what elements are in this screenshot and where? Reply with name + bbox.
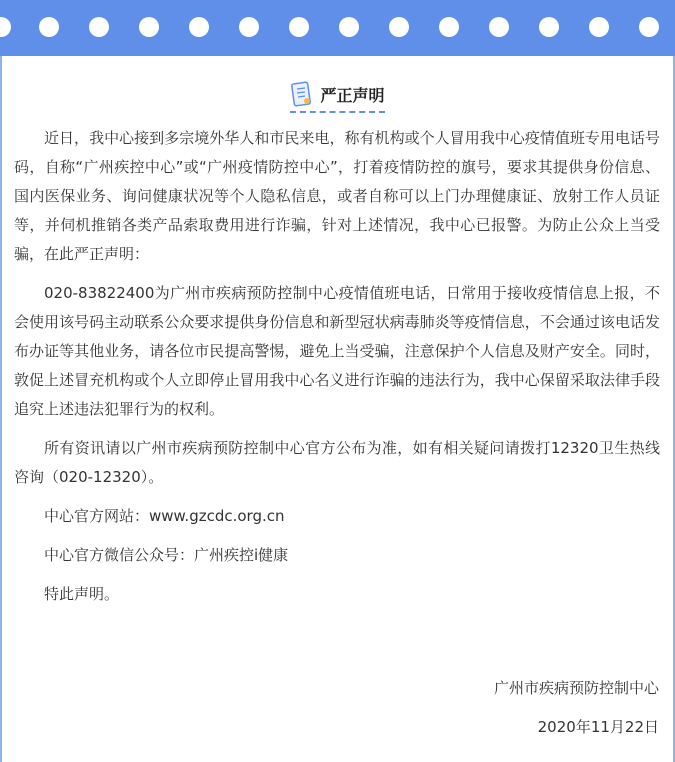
- heading: [0, 80, 675, 116]
- page-title: 严正声明: [320, 85, 385, 105]
- official-website-line: 中心官方网站：www.gzcdc.org.cn: [44, 507, 285, 525]
- heading-underline: [290, 80, 384, 113]
- official-wechat-line: 中心官方微信公众号：广州疾控i健康: [44, 546, 289, 564]
- closing-line: 特此声明。: [44, 585, 120, 603]
- signature-block: [494, 674, 659, 752]
- binder-hole: [639, 17, 659, 37]
- statement-body: [14, 124, 660, 619]
- binder-hole: [389, 17, 409, 37]
- binder-hole: [39, 17, 59, 37]
- binder-hole: [189, 17, 209, 37]
- binder-hole: [589, 17, 609, 37]
- binder-holes: [0, 17, 675, 39]
- paragraph-incident: 近日，我中心接到多宗境外华人和市民来电，称有机构或个人冒用我中心疫情值班专用电话号码，自称“广州疾控中心”或“广州疫情防控中心”，打着疫情防控的旗号，要求其提供身份信息、国内医保业务、询问健康状况等个人隐私信息，或者自称可以上门办理健康证、放射工作人员证等，并伺机推销各类产品索取费用进行诈骗，针对上述情况，我中心已报警。为防止公众上当受骗，在此严正声明：: [14, 129, 660, 263]
- binder-hole: [139, 17, 159, 37]
- signature-date: 2020年11月22日: [537, 718, 659, 736]
- paragraph-hotline-clarification: 020-83822400为广州市疾病预防控制中心疫情值班电话，日常用于接收疫情信息上报，不会使用该号码主动联系公众要求提供身份信息和新型冠状病毒肺炎等疫情信息，不会通过该电话发布办证等其他业务，请各位市民提高警惕，避免上当受骗，注意保护个人信息及财产安全。同时，敦促上述冒充机构或个人立即停止冒用我中心名义进行诈骗的违法行为，我中心保留采取法律手段追究上述违法犯罪行为的权利。: [14, 284, 660, 418]
- binder-hole: [339, 17, 359, 37]
- notebook-header-band: [0, 0, 675, 56]
- binder-hole: [89, 17, 109, 37]
- binder-hole: [439, 17, 459, 37]
- paragraph-official-source: 所有资讯请以广州市疾病预防控制中心官方公布为准，如有相关疑问请拨打12320卫生热线咨询（020-12320）。: [14, 439, 660, 486]
- signature-organization: 广州市疾病预防控制中心: [493, 679, 659, 697]
- binder-hole: [489, 17, 509, 37]
- binder-hole: [289, 17, 309, 37]
- binder-hole: [539, 17, 559, 37]
- document-icon: [290, 80, 314, 108]
- binder-hole: [239, 17, 259, 37]
- binder-hole: [0, 17, 11, 37]
